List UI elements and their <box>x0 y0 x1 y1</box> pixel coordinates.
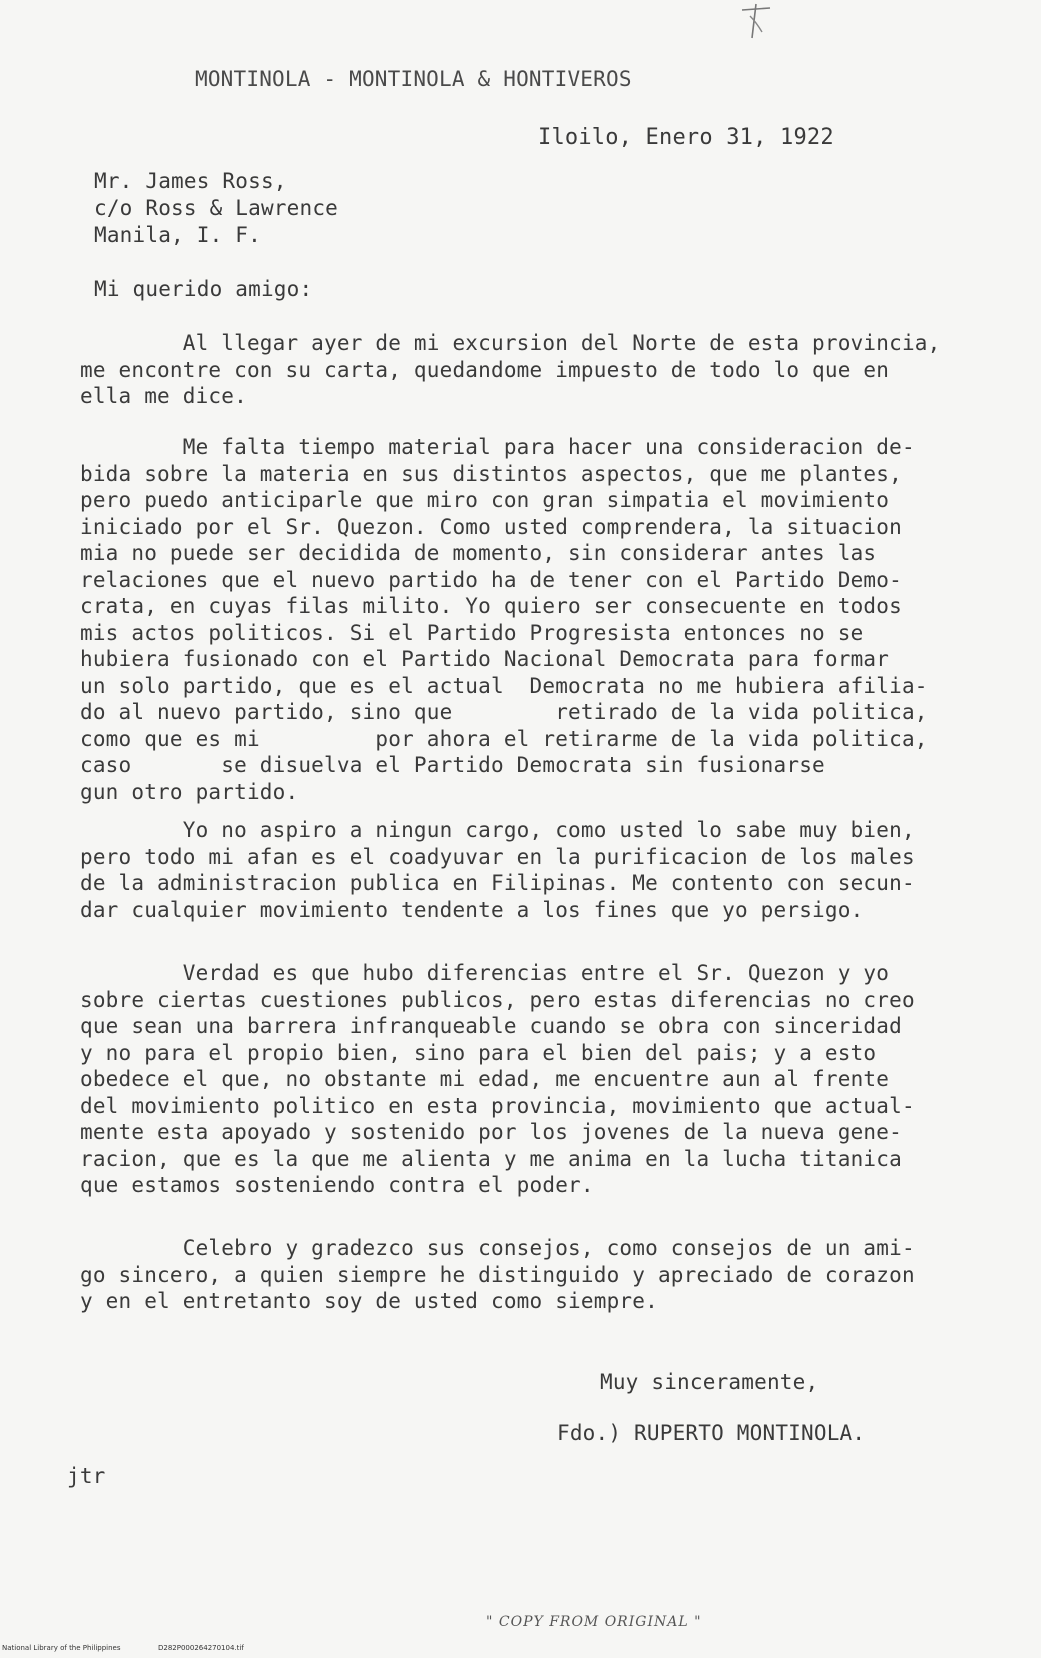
addressee-care-of: c/o Ross & Lawrence <box>94 196 339 220</box>
paragraph-4 <box>80 960 1000 1199</box>
paragraph-5 <box>80 1235 1000 1315</box>
paragraph-line: Verdad es que hubo diferencias entre el Sr. Quezon y yo <box>80 961 890 985</box>
paragraph-line: que estamos sosteniendo contra el poder. <box>80 1173 594 1197</box>
paragraph-line: Celebro y gradezco sus consejos, como consejos de un ami- <box>80 1236 915 1260</box>
paragraph-line: y en el entretanto soy de usted como siempre. <box>80 1289 658 1313</box>
paragraph-line: caso se disuelva el Partido Democrata sin fusionarse <box>80 753 825 777</box>
paragraph-line: de la administracion publica en Filipinas. Me contento con secun- <box>80 871 915 895</box>
salutation: Mi querido amigo: <box>94 277 313 301</box>
paragraph-line: Al llegar ayer de mi excursion del Norte de esta provincia, <box>80 331 941 355</box>
typist-initials: jtr <box>67 1464 106 1488</box>
paragraph-line: Me falta tiempo material para hacer una consideracion de- <box>80 435 915 459</box>
paragraph-line: gun otro partido. <box>80 779 299 804</box>
paragraph-line: que sean una barrera infranqueable cuando se obra con sinceridad <box>80 1014 902 1038</box>
addressee-name: Mr. James Ross, <box>94 169 287 193</box>
paragraph-line: go sincero, a quien siempre he distinguido y apreciado de corazon <box>80 1262 915 1287</box>
paragraph-1 <box>80 330 1000 410</box>
paragraph-2 <box>80 434 1000 805</box>
paragraph-line: hubiera fusionado con el Partido Nacional Democrata para formar <box>80 647 890 671</box>
paragraph-line: ella me dice. <box>80 384 247 408</box>
paragraph-line: relaciones que el nuevo partido ha de tener con el Partido Demo- <box>80 567 902 592</box>
addressee-city: Manila, I. F. <box>94 223 261 247</box>
dateline: Iloilo, Enero 31, 1922 <box>538 125 834 150</box>
footer-institution: National Library of the Philippines <box>2 1644 121 1652</box>
letterhead: MONTINOLA - MONTINOLA & HONTIVEROS <box>195 67 632 91</box>
paragraph-line: mis actos politicos. Si el Partido Progresista entonces no se <box>80 620 864 645</box>
paragraph-line: sobre ciertas cuestiones publicos, pero estas diferencias no creo <box>80 987 915 1012</box>
paragraph-line: iniciado por el Sr. Quezon. Como usted comprendera, la situacion <box>80 514 902 539</box>
paragraph-line: mia no puede ser decidida de momento, sin considerar antes las <box>80 541 877 565</box>
addressee-block <box>94 168 338 249</box>
paragraph-line: como que es mi por ahora el retirarme de la vida politica, <box>80 726 928 751</box>
paragraph-line: del movimiento politico en esta provincia, movimiento que actual- <box>80 1093 915 1118</box>
paragraph-line: un solo partido, que es el actual Democrata no me hubiera afilia- <box>80 673 928 698</box>
paragraph-line: do al nuevo partido, sino que retirado de la vida politica, <box>80 700 928 724</box>
paragraph-line: crata, en cuyas filas milito. Yo quiero ser consecuente en todos <box>80 594 902 618</box>
paragraph-3 <box>80 817 1000 923</box>
closing: Muy sinceramente, <box>600 1370 819 1394</box>
paragraph-line: pero todo mi afan es el coadyuvar en la purificacion de los males <box>80 844 915 869</box>
handwritten-mark-icon <box>738 2 774 40</box>
paragraph-line: pero puedo anticiparle que miro con gran simpatia el movimiento <box>80 488 890 512</box>
paragraph-line: me encontre con su carta, quedandome impuesto de todo lo que en <box>80 357 890 382</box>
handwritten-copy-note: " COPY FROM ORIGINAL " <box>486 1614 702 1630</box>
paragraph-line: Yo no aspiro a ningun cargo, como usted lo sabe muy bien, <box>80 818 915 842</box>
footer-file-id: D282P000264270104.tif <box>158 1644 244 1652</box>
paragraph-line: dar cualquier movimiento tendente a los fines que yo persigo. <box>80 897 864 922</box>
paragraph-line: obedece el que, no obstante mi edad, me encuentre aun al frente <box>80 1067 890 1091</box>
paragraph-line: y no para el propio bien, sino para el bien del pais; y a esto <box>80 1040 877 1065</box>
signature-line: Fdo.) RUPERTO MONTINOLA. <box>557 1421 866 1445</box>
paragraph-line: bida sobre la materia en sus distintos aspectos, que me plantes, <box>80 461 902 486</box>
paragraph-line: racion, que es la que me alienta y me anima en la lucha titanica <box>80 1146 902 1171</box>
paragraph-line: mente esta apoyado y sostenido por los jovenes de la nueva gene- <box>80 1120 902 1144</box>
